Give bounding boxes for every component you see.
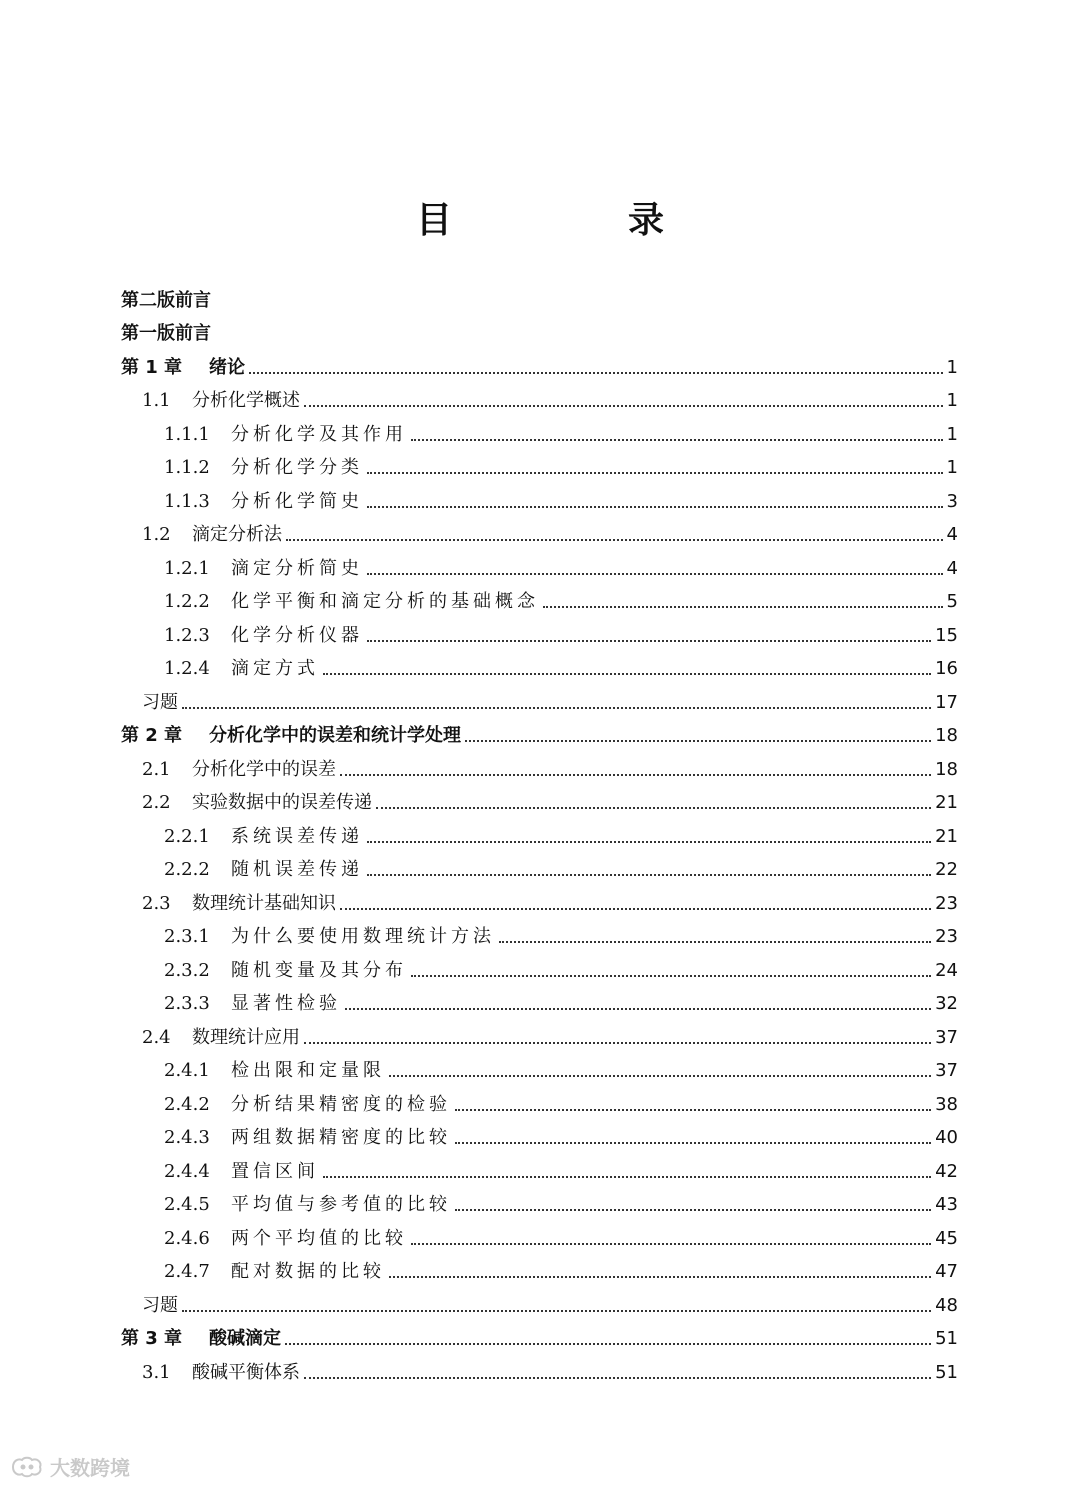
toc-leader-dots bbox=[323, 1176, 931, 1178]
toc-entry-subsection[interactable] bbox=[0, 1183, 1080, 1217]
toc-entry-title: 化学分析仪器 bbox=[231, 624, 363, 646]
toc-entry-front[interactable] bbox=[0, 312, 1080, 346]
table-of-contents bbox=[0, 278, 1080, 1384]
toc-entry-number: 1.2 bbox=[142, 524, 171, 545]
toc-leader-dots bbox=[455, 1142, 931, 1144]
toc-entry-title: 第一版前言 bbox=[121, 323, 211, 344]
toc-leader-dots bbox=[340, 774, 931, 776]
toc-entry-number: 2.3.2 bbox=[164, 959, 210, 981]
toc-entry-title: 实验数据中的误差传递 bbox=[192, 792, 372, 813]
toc-entry-number: 2.4.5 bbox=[164, 1194, 210, 1215]
toc-entry-number: 2.2.1 bbox=[164, 825, 210, 847]
toc-entry-title: 酸碱滴定 bbox=[209, 1328, 281, 1349]
toc-leader-dots bbox=[367, 874, 931, 876]
toc-entry-number: 2.4.7 bbox=[164, 1261, 210, 1282]
toc-entry-title: 滴定分析法 bbox=[192, 524, 282, 545]
toc-entry-number: 1.1.1 bbox=[164, 423, 210, 445]
toc-leader-dots bbox=[367, 472, 943, 474]
toc-entry-page: 21 bbox=[935, 792, 958, 813]
toc-leader-dots bbox=[389, 1075, 931, 1077]
toc-leader-dots bbox=[286, 539, 943, 541]
toc-leader-dots bbox=[411, 439, 943, 441]
toc-leader-dots bbox=[455, 1109, 931, 1111]
toc-entry-page: 18 bbox=[935, 758, 958, 780]
toc-leader-dots bbox=[543, 606, 943, 608]
toc-leader-dots bbox=[376, 807, 931, 809]
toc-entry-page: 23 bbox=[935, 892, 958, 914]
toc-entry-number: 2.4.4 bbox=[164, 1160, 210, 1182]
toc-entry-number: 1.2.2 bbox=[164, 591, 210, 612]
toc-entry-page: 42 bbox=[935, 1160, 958, 1182]
toc-entry-title: 置信区间 bbox=[231, 1160, 319, 1182]
toc-entry-section[interactable] bbox=[0, 1015, 1080, 1049]
toc-leader-dots bbox=[367, 640, 931, 642]
toc-leader-dots bbox=[389, 1276, 931, 1278]
toc-entry-page: 24 bbox=[935, 959, 958, 981]
toc-leader-dots bbox=[340, 908, 931, 910]
toc-entry-section[interactable] bbox=[0, 1350, 1080, 1384]
brand-logo-icon bbox=[10, 1456, 44, 1478]
toc-leader-dots bbox=[182, 707, 931, 709]
toc-leader-dots bbox=[345, 1008, 931, 1010]
toc-leader-dots bbox=[455, 1209, 931, 1211]
toc-entry-title: 随机变量及其分布 bbox=[231, 959, 407, 981]
toc-entry-title: 数理统计应用 bbox=[192, 1026, 300, 1048]
toc-entry-subsection[interactable] bbox=[0, 1116, 1080, 1150]
toc-entry-page: 17 bbox=[935, 691, 958, 713]
toc-leader-dots bbox=[304, 1377, 931, 1379]
toc-entry-page: 22 bbox=[935, 859, 958, 880]
toc-entry-chapter[interactable] bbox=[0, 345, 1080, 379]
toc-entry-number: 第 1 章 bbox=[121, 356, 183, 378]
toc-entry-section[interactable] bbox=[0, 747, 1080, 781]
toc-entry-subsection[interactable] bbox=[0, 1250, 1080, 1284]
toc-entry-subsection[interactable] bbox=[0, 1049, 1080, 1083]
toc-entry-subsection[interactable] bbox=[0, 948, 1080, 982]
toc-entry-subsection[interactable] bbox=[0, 1082, 1080, 1116]
toc-leader-dots bbox=[304, 1042, 931, 1044]
toc-entry-subsection[interactable] bbox=[0, 814, 1080, 848]
toc-entry-number: 1.2.3 bbox=[164, 624, 210, 646]
toc-entry-section[interactable] bbox=[0, 379, 1080, 413]
toc-entry-title: 化学平衡和滴定分析的基础概念 bbox=[231, 591, 539, 612]
toc-entry-title: 配对数据的比较 bbox=[231, 1261, 385, 1282]
toc-entry-page: 51 bbox=[935, 1328, 958, 1349]
toc-entry-title: 滴定方式 bbox=[231, 658, 319, 679]
toc-entry-page: 38 bbox=[935, 1093, 958, 1115]
toc-entry-front[interactable] bbox=[0, 278, 1080, 312]
toc-entry-page: 1 bbox=[946, 457, 958, 478]
toc-entry-page: 15 bbox=[935, 624, 958, 646]
toc-leader-dots bbox=[367, 573, 943, 575]
toc-entry-number: 2.3.1 bbox=[164, 926, 210, 947]
toc-entry-title: 数理统计基础知识 bbox=[192, 892, 336, 914]
toc-entry-title: 分析化学分类 bbox=[231, 457, 363, 478]
toc-entry-page: 47 bbox=[935, 1261, 958, 1282]
toc-entry-title: 习题 bbox=[142, 1294, 178, 1316]
toc-entry-page: 4 bbox=[946, 557, 958, 579]
page-title: 目 录 bbox=[415, 200, 734, 241]
toc-entry-number: 2.4.3 bbox=[164, 1127, 210, 1148]
toc-entry-page: 1 bbox=[946, 423, 958, 445]
toc-entry-number: 第 3 章 bbox=[121, 1328, 183, 1349]
toc-entry-subsection[interactable] bbox=[0, 613, 1080, 647]
toc-entry-title: 分析化学中的误差和统计学处理 bbox=[209, 725, 461, 746]
toc-entry-number: 第 2 章 bbox=[121, 725, 183, 746]
toc-leader-dots bbox=[285, 1343, 931, 1345]
toc-entry-title: 酸碱平衡体系 bbox=[192, 1361, 300, 1383]
toc-entry-page: 4 bbox=[946, 524, 958, 545]
toc-entry-page: 40 bbox=[935, 1127, 958, 1148]
toc-entry-number: 1.1 bbox=[142, 390, 171, 411]
toc-entry-page: 45 bbox=[935, 1227, 958, 1249]
toc-leader-dots bbox=[411, 1243, 931, 1245]
toc-entry-number: 2.3 bbox=[142, 892, 171, 914]
toc-entry-subsection[interactable] bbox=[0, 915, 1080, 949]
toc-entry-page: 18 bbox=[935, 725, 958, 746]
toc-entry-section[interactable] bbox=[0, 513, 1080, 547]
toc-entry-number: 1.2.1 bbox=[164, 557, 210, 579]
toc-entry-subsection[interactable] bbox=[0, 1149, 1080, 1183]
toc-entry-number: 2.4.2 bbox=[164, 1093, 210, 1115]
toc-entry-title: 平均值与参考值的比较 bbox=[231, 1194, 451, 1215]
toc-entry-exercise[interactable] bbox=[0, 680, 1080, 714]
toc-entry-page: 21 bbox=[935, 825, 958, 847]
toc-entry-title: 检出限和定量限 bbox=[231, 1060, 385, 1081]
toc-entry-page: 5 bbox=[946, 591, 958, 612]
toc-entry-title: 两个平均值的比较 bbox=[231, 1227, 407, 1249]
toc-entry-section[interactable] bbox=[0, 881, 1080, 915]
toc-entry-number: 2.2 bbox=[142, 792, 171, 813]
toc-entry-title: 分析化学中的误差 bbox=[192, 758, 336, 780]
toc-entry-page: 3 bbox=[946, 490, 958, 512]
toc-entry-chapter[interactable] bbox=[0, 714, 1080, 748]
toc-entry-title: 绪论 bbox=[209, 356, 245, 378]
toc-entry-page: 32 bbox=[935, 993, 958, 1014]
watermark bbox=[10, 1452, 130, 1481]
toc-entry-section[interactable] bbox=[0, 781, 1080, 815]
toc-entry-title: 分析化学概述 bbox=[192, 390, 300, 411]
toc-entry-subsection[interactable] bbox=[0, 647, 1080, 681]
toc-leader-dots bbox=[367, 841, 931, 843]
toc-leader-dots bbox=[249, 372, 943, 374]
toc-entry-number: 1.1.2 bbox=[164, 457, 210, 478]
toc-entry-subsection[interactable] bbox=[0, 446, 1080, 480]
watermark-text: 大数跨境 bbox=[50, 1456, 130, 1480]
toc-entry-page: 37 bbox=[935, 1060, 958, 1081]
toc-leader-dots bbox=[499, 941, 931, 943]
toc-entry-subsection[interactable] bbox=[0, 412, 1080, 446]
toc-entry-page: 16 bbox=[935, 658, 958, 679]
toc-entry-subsection[interactable] bbox=[0, 479, 1080, 513]
toc-entry-title: 分析结果精密度的检验 bbox=[231, 1093, 451, 1115]
toc-leader-dots bbox=[465, 740, 931, 742]
toc-entry-title: 两组数据精密度的比较 bbox=[231, 1127, 451, 1148]
toc-entry-title: 习题 bbox=[142, 691, 178, 713]
toc-leader-dots bbox=[411, 975, 931, 977]
toc-entry-number: 1.1.3 bbox=[164, 490, 210, 512]
toc-entry-page: 23 bbox=[935, 926, 958, 947]
toc-entry-page: 43 bbox=[935, 1194, 958, 1215]
toc-entry-title: 分析化学及其作用 bbox=[231, 423, 407, 445]
toc-entry-number: 2.1 bbox=[142, 758, 171, 780]
toc-entry-number: 3.1 bbox=[142, 1361, 171, 1383]
toc-entry-title: 滴定分析简史 bbox=[231, 557, 363, 579]
toc-entry-number: 2.2.2 bbox=[164, 859, 210, 880]
toc-entry-subsection[interactable] bbox=[0, 848, 1080, 882]
toc-entry-exercise[interactable] bbox=[0, 1283, 1080, 1317]
toc-entry-page: 37 bbox=[935, 1026, 958, 1048]
toc-entry-subsection[interactable] bbox=[0, 982, 1080, 1016]
toc-entry-title: 显著性检验 bbox=[231, 993, 341, 1014]
toc-leader-dots bbox=[304, 405, 943, 407]
toc-leader-dots bbox=[367, 506, 943, 508]
toc-leader-dots bbox=[323, 673, 931, 675]
toc-entry-number: 2.4.6 bbox=[164, 1227, 210, 1249]
toc-entry-number: 2.4 bbox=[142, 1026, 171, 1048]
toc-entry-subsection[interactable] bbox=[0, 1216, 1080, 1250]
toc-entry-number: 2.3.3 bbox=[164, 993, 210, 1014]
toc-entry-title: 随机误差传递 bbox=[231, 859, 363, 880]
toc-entry-page: 51 bbox=[935, 1361, 958, 1383]
toc-entry-number: 2.4.1 bbox=[164, 1060, 210, 1081]
toc-entry-subsection[interactable] bbox=[0, 580, 1080, 614]
toc-entry-title: 系统误差传递 bbox=[231, 825, 363, 847]
toc-entry-number: 1.2.4 bbox=[164, 658, 210, 679]
toc-entry-subsection[interactable] bbox=[0, 546, 1080, 580]
toc-entry-title: 第二版前言 bbox=[121, 289, 211, 311]
toc-entry-chapter[interactable] bbox=[0, 1317, 1080, 1351]
toc-entry-page: 1 bbox=[946, 390, 958, 411]
toc-entry-title: 为什么要使用数理统计方法 bbox=[231, 926, 495, 947]
toc-leader-dots bbox=[182, 1310, 931, 1312]
toc-entry-page: 1 bbox=[946, 356, 958, 378]
toc-entry-page: 48 bbox=[935, 1294, 958, 1316]
toc-entry-title: 分析化学简史 bbox=[231, 490, 363, 512]
